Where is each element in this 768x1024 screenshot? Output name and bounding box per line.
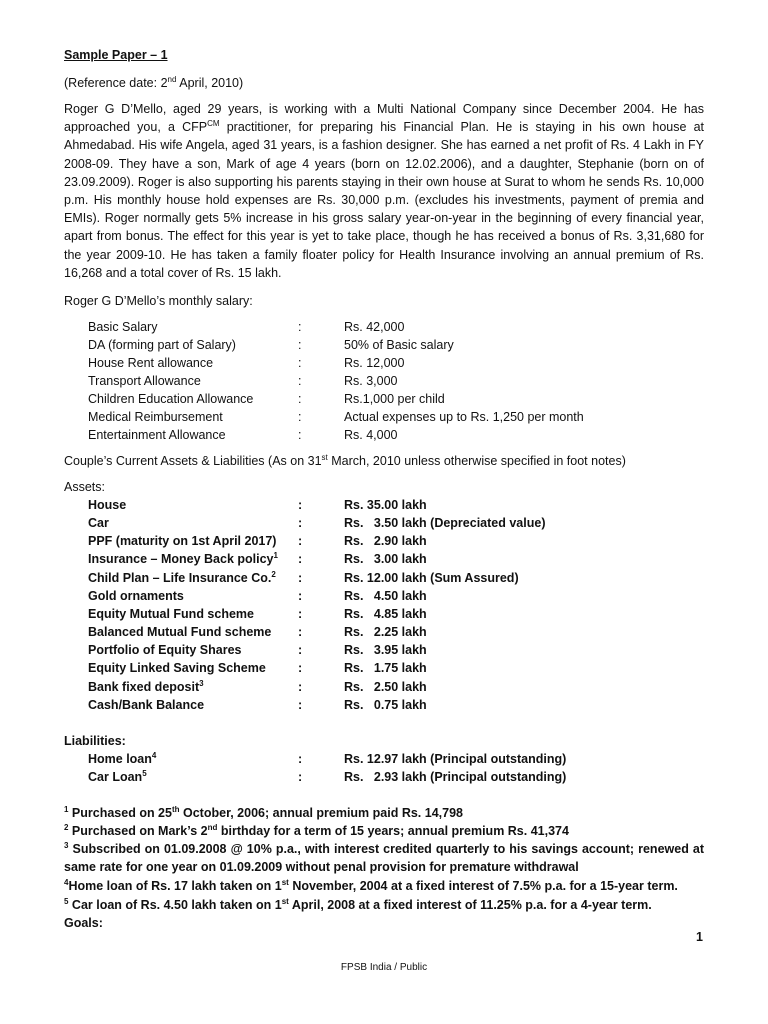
- footnote-1: $^1$ Purchased on 25th October, 2006; annual premium paid Rs. 14,798: [64, 804, 463, 820]
- liability-row: Home loan$^4$ : Rs. 12.97 lakh (Principal outstanding): [88, 750, 567, 766]
- liabilities-label: Liabilities:: [64, 734, 126, 748]
- asset-row: Child Plan – Life Insurance Co.$^2$ : Rs. 12.00 lakh (Sum Assured): [88, 569, 519, 585]
- asset-row: Cash/Bank Balance : Rs. 0.75 lakh: [88, 698, 427, 712]
- page-title: Sample Paper – 1: [64, 48, 168, 62]
- asset-row: Gold ornaments : Rs. 4.50 lakh: [88, 589, 427, 603]
- intro-paragraph: Roger G D’Mello, aged 29 years, is working with a Multi National Company since December 2004. He has approached you, a $CFP^{CM}$ practitioner, for preparing his Financial Plan. He is staying in his own house at Ahmedabad. His wife Angela, aged 31 years, is a fashion designer. She has earned a net profit of Rs. 4 Lakh in FY 2008-09. They have a son, Mark of age 4 years (born on 12.02.2006), and a daughter, Stephanie (born on of 23.09.2009). Roger is also supporting his parents staying in their own house at Surat to whom he sends Rs. 10,000 p.m. His monthly house hold expenses are Rs. 30,000 p.m. (excludes his investments, payment of premia and EMIs). Roger normally gets 5% increase in his gross salary year-on-year in the beginning of every financial year, apart from bonus. The effect for this year is yet to take place, though he has received a bonus of Rs. 3,31,680 for the year 2009-10. He has taken a family floater policy for Health Insurance involving an annual premium of Rs. 16,268 and a total cover of Rs. 15 lakh.: [64, 102, 705, 280]
- salary-heading: Roger G D’Mello’s monthly salary:: [64, 294, 253, 308]
- footnote-2: $^2$ Purchased on Mark’s 2nd birthday for a term of 15 years; annual premium Rs. 41,374: [64, 822, 569, 838]
- salary-row: Medical Reimbursement : Actual expenses up to Rs. 1,250 per month: [88, 410, 584, 424]
- page-number: 1: [696, 930, 703, 944]
- asset-row: House : Rs. 35.00 lakh: [88, 498, 427, 512]
- assets-label: Assets:: [64, 480, 105, 494]
- asset-row: Equity Mutual Fund scheme : Rs. 4.85 lakh: [88, 607, 427, 621]
- footer-classification: FPSB India / Public: [340, 962, 428, 973]
- asset-row: Insurance – Money Back policy$^1$ : Rs. 3.00 lakh: [88, 550, 427, 566]
- asset-row: PPF (maturity on 1st April 2017) : Rs. 2.90 lakh: [88, 534, 427, 548]
- asset-row: Equity Linked Saving Scheme : Rs. 1.75 lakh: [88, 661, 427, 675]
- assets-liabilities-heading: Couple’s Current Assets & Liabilities (As on 31st March, 2010 unless otherwise specified in foot notes): [64, 452, 626, 468]
- asset-row: Portfolio of Equity Shares : Rs. 3.95 lakh: [88, 643, 427, 657]
- footnote-3: $^3$ Subscribed on 01.09.2008 @ 10% p.a., with interest credited quarterly to his savings account; renewed at same rate for one year on 01.09.2009 without penal provision for premature withdrawal: [64, 840, 704, 875]
- footnote-4: $^4$Home loan of Rs. 17 lakh taken on 1st November, 2004 at a fixed interest of 7.5% p.a. for a 15-year term.: [64, 877, 678, 893]
- salary-row: Children Education Allowance : Rs.1,000 per child: [88, 392, 445, 406]
- salary-row: Basic Salary : Rs. 42,000: [88, 320, 405, 334]
- salary-row: DA (forming part of Salary) : 50% of Basic salary: [88, 338, 454, 352]
- asset-row: Balanced Mutual Fund scheme : Rs. 2.25 lakh: [88, 625, 427, 639]
- reference-date: (Reference date: 2nd April, 2010): [64, 74, 244, 90]
- asset-row: Car : Rs. 3.50 lakh (Depreciated value): [88, 516, 546, 530]
- liability-row: Car Loan$^5$ : Rs. 2.93 lakh (Principal outstanding): [88, 768, 567, 784]
- asset-row: Bank fixed deposit$^3$ : Rs. 2.50 lakh: [88, 678, 427, 694]
- salary-row: House Rent allowance : Rs. 12,000: [88, 356, 405, 370]
- goals-label: Goals:: [64, 916, 103, 930]
- salary-row: Entertainment Allowance : Rs. 4,000: [88, 428, 398, 442]
- salary-row: Transport Allowance : Rs. 3,000: [88, 374, 398, 388]
- footnote-5: $^5$ Car loan of Rs. 4.50 lakh taken on 1st April, 2008 at a fixed interest of 11.25% p.a. for a 4-year term.: [64, 896, 652, 912]
